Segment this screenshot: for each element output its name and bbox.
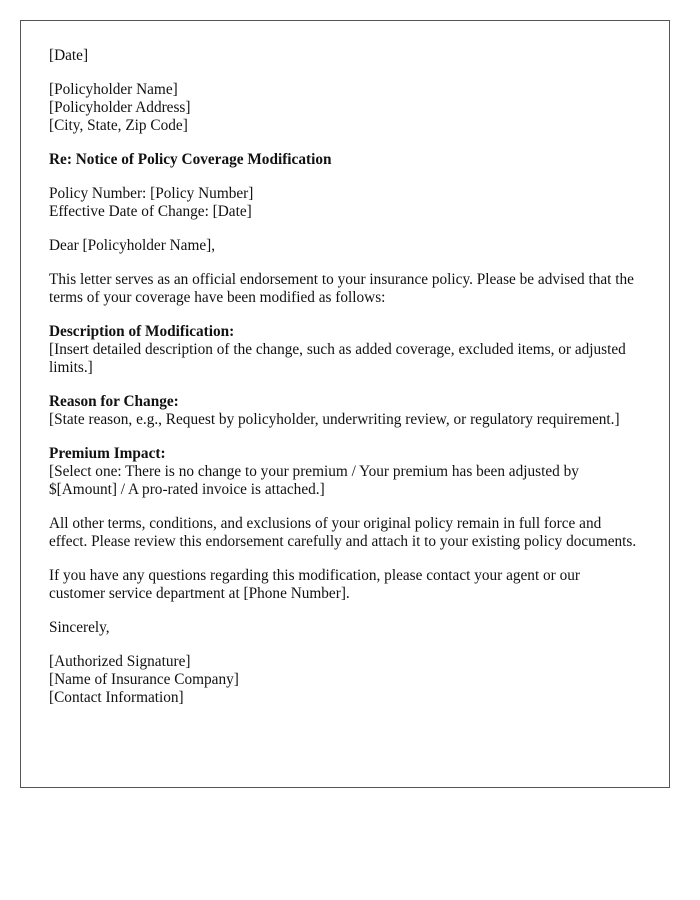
spacer (49, 637, 649, 653)
authorized-signature: [Authorized Signature] (49, 653, 191, 670)
recipient-city-state-zip: [City, State, Zip Code] (49, 117, 188, 134)
spacer (49, 551, 649, 567)
section-reason (49, 393, 649, 429)
letter-document (20, 20, 670, 788)
company-name: [Name of Insurance Company] (49, 671, 239, 688)
signature-block (49, 653, 649, 707)
spacer (49, 603, 649, 619)
salutation: Dear [Policyholder Name], (49, 237, 216, 254)
recipient-block (49, 81, 649, 135)
policy-number: Policy Number: [Policy Number] (49, 185, 254, 202)
section-body: [Select one: There is no change to your premium / Your premium has been adjusted by $[Amount] / A pro-rated invoice is attached.] (49, 463, 579, 498)
contact-information: [Contact Information] (49, 689, 184, 706)
spacer (49, 255, 649, 271)
section-body: [State reason, e.g., Request by policyholder, underwriting review, or regulatory requirement.] (49, 411, 620, 428)
spacer (49, 65, 649, 81)
recipient-name: [Policyholder Name] (49, 81, 178, 98)
spacer (49, 429, 649, 445)
section-heading: Premium Impact: (49, 445, 166, 462)
spacer (49, 135, 649, 151)
letter-date: [Date] (49, 47, 89, 64)
contact-paragraph: If you have any questions regarding this modification, please contact your agent or our customer service department at [Phone Number]. (49, 567, 580, 602)
spacer (49, 377, 649, 393)
terms-paragraph: All other terms, conditions, and exclusions of your original policy remain in full force and effect. Please review this endorsement carefully and attach it to your existing policy documents. (49, 515, 637, 550)
section-description (49, 323, 649, 377)
letter-subject: Re: Notice of Policy Coverage Modification (49, 151, 332, 168)
spacer (49, 499, 649, 515)
section-heading: Description of Modification: (49, 323, 235, 340)
spacer (49, 307, 649, 323)
section-heading: Reason for Change: (49, 393, 179, 410)
spacer (49, 169, 649, 185)
section-body: [Insert detailed description of the change, such as added coverage, excluded items, or adjusted limits.] (49, 341, 626, 376)
spacer (49, 221, 649, 237)
effective-date: Effective Date of Change: [Date] (49, 203, 252, 220)
intro-paragraph: This letter serves as an official endorsement to your insurance policy. Please be advised that the terms of your coverage have been modified as follows: (49, 271, 634, 306)
closing: Sincerely, (49, 619, 110, 636)
section-premium (49, 445, 649, 499)
recipient-address: [Policyholder Address] (49, 99, 191, 116)
